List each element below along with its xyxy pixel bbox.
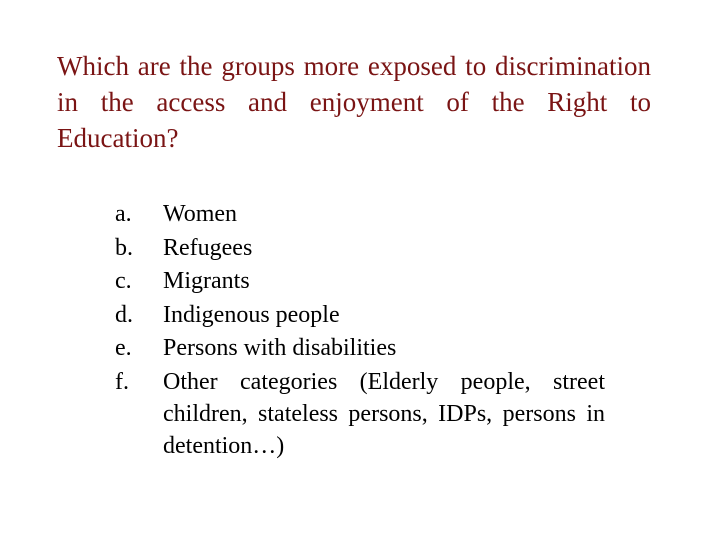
answer-letter: f. [115,368,129,395]
answer-text: Migrants [163,268,250,294]
question-text: Which are the groups more exposed to discrimination in the access and enjoyment of the Right to Education? [57,51,651,153]
answer-letter: e. [115,335,132,361]
answer-letter: c. [115,268,132,294]
answer-list [115,198,605,462]
answer-item-f [115,366,605,462]
answer-item-b [115,232,605,266]
answer-item-c [115,265,605,299]
answer-text: Indigenous people [163,301,340,328]
answer-text: Women [163,201,238,227]
answer-item-e [115,332,605,366]
answer-item-d [115,299,605,333]
answer-letter: a. [115,201,132,227]
answer-text: Refugees [163,234,253,261]
answer-text: Persons with disabilities [163,335,397,361]
answer-item-a [115,198,605,232]
answer-letter: b. [115,234,133,261]
answer-text: Other categories (Elderly people, street children, stateless persons, IDPs, persons in detention…) [163,368,605,459]
answer-letter: d. [115,301,133,328]
